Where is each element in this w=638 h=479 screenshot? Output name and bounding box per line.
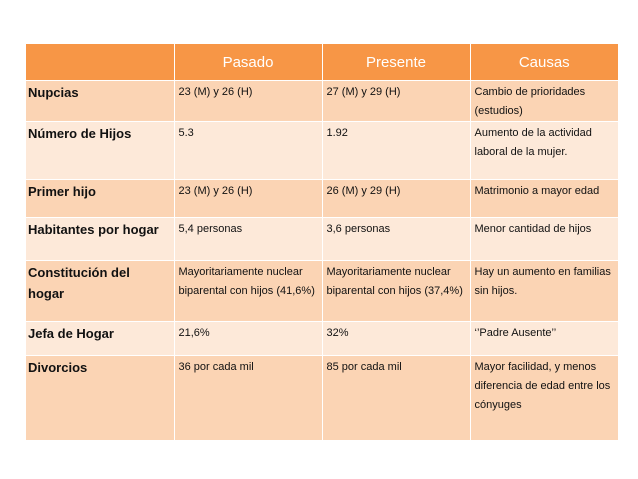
cell-presente: 1.92: [322, 122, 470, 180]
cell-presente: 3,6 personas: [322, 218, 470, 261]
cell-pasado: 21,6%: [174, 322, 322, 356]
header-presente: Presente: [322, 44, 470, 81]
cell-causas: Aumento de la actividad laboral de la mujer.: [470, 122, 618, 180]
table-row: [26, 322, 618, 356]
row-label: Divorcios: [26, 356, 174, 440]
header-row: [26, 44, 618, 81]
cell-presente: 32%: [322, 322, 470, 356]
cell-pasado: Mayoritariamente nuclear biparental con hijos (41,6%): [174, 261, 322, 322]
cell-presente: 27 (M) y 29 (H): [322, 81, 470, 122]
row-label: Constitución del hogar: [26, 261, 174, 322]
cell-causas: Mayor facilidad, y menos diferencia de edad entre los cónyuges: [470, 356, 618, 440]
row-label: Número de Hijos: [26, 122, 174, 180]
table-row: [26, 261, 618, 322]
cell-causas: Hay un aumento en familias sin hijos.: [470, 261, 618, 322]
cell-presente: 85 por cada mil: [322, 356, 470, 440]
header-empty-cell: [26, 44, 174, 81]
cell-pasado: 36 por cada mil: [174, 356, 322, 440]
cell-pasado: 5.3: [174, 122, 322, 180]
table-row: [26, 81, 618, 122]
cell-causas: ‘’Padre Ausente’’: [470, 322, 618, 356]
header-causas: Causas: [470, 44, 618, 81]
comparison-table-container: [26, 44, 618, 440]
header-pasado: Pasado: [174, 44, 322, 81]
table-row: [26, 122, 618, 180]
comparison-table: [26, 44, 618, 440]
row-label: Nupcias: [26, 81, 174, 122]
table-row: [26, 218, 618, 261]
cell-presente: Mayoritariamente nuclear biparental con hijos (37,4%): [322, 261, 470, 322]
cell-causas: Menor cantidad de hijos: [470, 218, 618, 261]
row-label: Habitantes por hogar: [26, 218, 174, 261]
table-row: [26, 356, 618, 440]
row-label: Jefa de Hogar: [26, 322, 174, 356]
cell-pasado: 5,4 personas: [174, 218, 322, 261]
cell-causas: Cambio de prioridades (estudios): [470, 81, 618, 122]
cell-pasado: 23 (M) y 26 (H): [174, 180, 322, 218]
table-row: [26, 180, 618, 218]
cell-presente: 26 (M) y 29 (H): [322, 180, 470, 218]
cell-causas: Matrimonio a mayor edad: [470, 180, 618, 218]
table-body: [26, 81, 618, 440]
table-header: [26, 44, 618, 81]
cell-pasado: 23 (M) y 26 (H): [174, 81, 322, 122]
row-label: Primer hijo: [26, 180, 174, 218]
